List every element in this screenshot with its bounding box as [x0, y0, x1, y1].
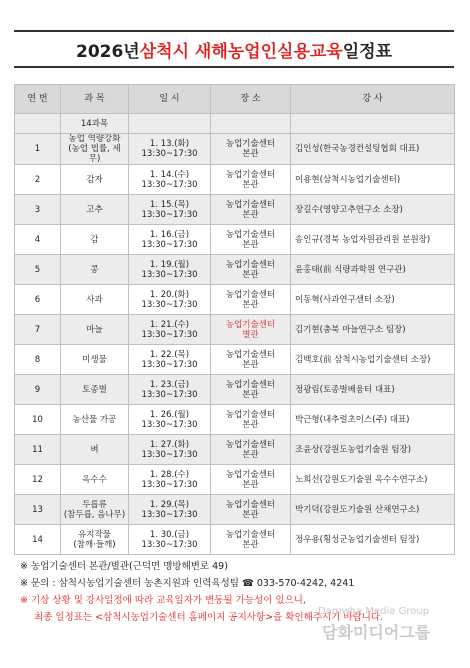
- row-lecturer: 장길수(영양고추연구소 소장): [291, 195, 455, 225]
- row-place-line: 농업기술센터: [225, 169, 276, 180]
- table-row: [15, 495, 455, 525]
- row-subject: [61, 405, 129, 435]
- row-no: 14: [15, 525, 61, 555]
- row-place-line: 본관: [242, 179, 259, 190]
- row-subject: [61, 255, 129, 285]
- row-subject: [61, 495, 129, 525]
- row-lecturer: 송인규(경북 농업자원관리원 분원장): [291, 225, 455, 255]
- row-place-line: 농업기술센터: [225, 229, 276, 240]
- row-date-line: 1. 21.(수): [149, 319, 190, 330]
- row-no: 2: [15, 165, 61, 195]
- row-place-line: 본관: [242, 449, 259, 460]
- row-subject: [61, 134, 129, 165]
- row-subject-line: (농업 법률, 세무): [68, 144, 121, 164]
- row-date-line: 1. 29.(목): [149, 499, 190, 510]
- subject-count: 14과목: [61, 114, 129, 134]
- row-date-line: 13:30~17:30: [141, 179, 198, 190]
- row-lecturer: 박기덕(강원도기술원 산채연구소): [291, 495, 455, 525]
- row-date: [129, 435, 211, 465]
- row-subject: [61, 465, 129, 495]
- row-date-line: 13:30~17:30: [141, 329, 198, 340]
- row-no: 7: [15, 315, 61, 345]
- row-date-line: 13:30~17:30: [141, 389, 198, 400]
- row-no: 5: [15, 255, 61, 285]
- row-date-line: 13:30~17:30: [141, 299, 198, 310]
- row-subject-line: 두릅류: [82, 499, 107, 510]
- row-lecturer: 김기현(충북 마늘연구소 팀장): [291, 315, 455, 345]
- row-date-line: 1. 23.(금): [149, 379, 190, 390]
- row-lecturer: 정우용(횡성군농업기술센터 팀장): [291, 525, 455, 555]
- row-lecturer: 이용현(삼척시농업기술센터): [291, 165, 455, 195]
- row-date: [129, 134, 211, 165]
- row-place: [211, 225, 291, 255]
- row-place-line: 농업기술센터: [225, 469, 276, 480]
- row-place-line: 본관: [242, 419, 259, 430]
- row-date: [129, 405, 211, 435]
- row-lecturer: 김인성(한국농경컨설팅협회 대표): [291, 134, 455, 165]
- row-place: [211, 165, 291, 195]
- row-subject: [61, 435, 129, 465]
- row-subject: [61, 165, 129, 195]
- row-lecturer: 노희선(강원도기술원 옥수수연구소): [291, 465, 455, 495]
- row-place-line: 농업기술센터: [225, 499, 276, 510]
- row-date-line: 13:30~17:30: [141, 539, 198, 550]
- title-year: 2026년: [75, 41, 140, 62]
- table-row: [15, 165, 455, 195]
- row-subject-line: 마늘: [86, 324, 103, 335]
- row-place-line: 본관: [242, 269, 259, 280]
- row-subject-line: 감자: [86, 174, 103, 185]
- row-subject-line: 감: [90, 234, 99, 245]
- row-date: [129, 195, 211, 225]
- row-place-line: 본관: [242, 149, 259, 159]
- row-place-line: 농업기술센터: [225, 349, 276, 360]
- row-date: [129, 525, 211, 555]
- row-date-line: 13:30~17:30: [141, 479, 198, 490]
- note-contact: ※ 문의 : 삼척시농업기술센터 농촌지원과 인력육성팀 ☎ 033-570-4242, 4241: [20, 578, 355, 589]
- row-date-line: 13:30~17:30: [141, 209, 198, 220]
- row-date: [129, 465, 211, 495]
- row-date-line: 13:30~17:30: [141, 239, 198, 250]
- row-place-line: 농업기술센터: [225, 259, 276, 270]
- row-subject-line: (참깨·들깨): [73, 539, 116, 550]
- table-row: [15, 225, 455, 255]
- row-place-line: 농업기술센터: [225, 139, 276, 149]
- watermark-ko: 담화미디어그룹: [322, 623, 431, 642]
- row-no: 8: [15, 345, 61, 375]
- row-subject-line: 콩: [90, 264, 99, 275]
- table-row: [15, 405, 455, 435]
- table-row: [15, 315, 455, 345]
- row-place-line: 농업기술센터: [225, 529, 276, 540]
- table-header-row: [15, 85, 455, 114]
- row-place-line: 본관: [242, 539, 259, 550]
- row-date-line: 1. 20.(화): [149, 289, 190, 300]
- row-place-line: 농업기술센터: [225, 379, 276, 390]
- title-main: 삼척시 새해농업인실용교육: [139, 41, 343, 62]
- row-subject-line: 사과: [86, 294, 103, 305]
- row-place-line: 본관: [242, 479, 259, 490]
- row-subject: [61, 375, 129, 405]
- row-subject: [61, 525, 129, 555]
- row-date: [129, 285, 211, 315]
- row-subject-line: 고추: [86, 204, 103, 215]
- row-subject-line: 옥수수: [82, 474, 107, 485]
- row-no: 4: [15, 225, 61, 255]
- table-row: [15, 285, 455, 315]
- row-date-line: 1. 19.(월): [149, 259, 190, 270]
- row-date-line: 1. 15.(목): [149, 199, 190, 210]
- header-subject: 과 목: [61, 85, 129, 114]
- row-date-line: 13:30~17:30: [141, 149, 198, 159]
- row-lecturer: 정광림(토종벌베움터 대표): [291, 375, 455, 405]
- watermark-en: Damwha Media Group: [318, 606, 430, 617]
- header-date: 일 시: [129, 85, 211, 114]
- row-no: 12: [15, 465, 61, 495]
- row-lecturer: 이동혁(사과연구센터 소장): [291, 285, 455, 315]
- row-place-line: 본관: [242, 209, 259, 220]
- table-row: [15, 345, 455, 375]
- row-place-line: 별관: [242, 329, 259, 340]
- row-date-line: 1. 14.(수): [149, 169, 190, 180]
- row-subject-line: 유지작물: [78, 529, 111, 540]
- row-date-line: 1. 26.(월): [149, 409, 190, 420]
- row-subject-line: (참두릅, 음나무): [63, 509, 126, 520]
- row-no: 6: [15, 285, 61, 315]
- row-subject: [61, 195, 129, 225]
- row-lecturer: 윤홍태(前 식량과학원 연구관): [291, 255, 455, 285]
- row-date: [129, 315, 211, 345]
- row-place: [211, 435, 291, 465]
- row-date-line: 1. 30.(금): [149, 529, 190, 540]
- row-date-line: 1. 28.(수): [149, 469, 190, 480]
- row-subject: [61, 315, 129, 345]
- subheader-row: [15, 114, 455, 134]
- row-date: [129, 255, 211, 285]
- row-date-line: 13:30~17:30: [141, 509, 198, 520]
- row-subject: [61, 285, 129, 315]
- row-place-line: 본관: [242, 299, 259, 310]
- row-subject-line: 토종벌: [82, 384, 107, 395]
- row-date-line: 13:30~17:30: [141, 269, 198, 280]
- row-subject-line: 농산물 가공: [72, 414, 117, 425]
- row-place-line: 농업기술센터: [225, 409, 276, 420]
- table-row: [15, 255, 455, 285]
- row-lecturer: 조윤상(강원도농업기술원 팀장): [291, 435, 455, 465]
- table-row: [15, 465, 455, 495]
- row-date-line: 1. 22.(목): [149, 349, 190, 360]
- row-subject-line: 미생물: [82, 354, 107, 365]
- header-no: 연 번: [15, 85, 61, 114]
- row-date-line: 13:30~17:30: [141, 359, 198, 370]
- row-lecturer: 박근형(내추럴초이스(주) 대표): [291, 405, 455, 435]
- row-place: [211, 345, 291, 375]
- row-date: [129, 375, 211, 405]
- row-date-line: 1. 27.(화): [149, 439, 190, 450]
- row-date: [129, 345, 211, 375]
- note-warning: ※ 기상 상황 및 강사일정에 따라 교육일자가 변동될 가능성이 있으니,: [20, 595, 306, 606]
- row-date-line: 13:30~17:30: [141, 419, 198, 430]
- row-subject: [61, 345, 129, 375]
- row-place: [211, 375, 291, 405]
- row-place: [211, 315, 291, 345]
- row-no: 11: [15, 435, 61, 465]
- row-place: [211, 465, 291, 495]
- title-suffix: 일정표: [342, 41, 392, 62]
- schedule-table: [14, 84, 455, 555]
- row-place-line: 농업기술센터: [225, 319, 276, 330]
- row-date: [129, 495, 211, 525]
- row-no: 10: [15, 405, 61, 435]
- row-no: 13: [15, 495, 61, 525]
- row-date-line: 1. 13.(화): [149, 139, 190, 149]
- row-date-line: 13:30~17:30: [141, 449, 198, 460]
- row-no: 3: [15, 195, 61, 225]
- row-no: 9: [15, 375, 61, 405]
- row-place: [211, 195, 291, 225]
- table-row: [15, 375, 455, 405]
- note-location: ※ 농업기술센터 본관/별관(근덕면 맹방해변로 49): [20, 561, 228, 572]
- row-no: 1: [15, 134, 61, 165]
- row-place: [211, 134, 291, 165]
- row-place: [211, 525, 291, 555]
- page-title: [14, 30, 454, 68]
- row-place-line: 본관: [242, 239, 259, 250]
- table-row: [15, 435, 455, 465]
- row-subject-line: 농업 역량강화: [68, 134, 121, 144]
- row-place: [211, 495, 291, 525]
- row-subject-line: 벼: [90, 444, 99, 455]
- row-subject: [61, 225, 129, 255]
- row-place: [211, 405, 291, 435]
- header-lecturer: 강 사: [291, 85, 455, 114]
- row-date: [129, 225, 211, 255]
- row-place-line: 농업기술센터: [225, 289, 276, 300]
- header-place: 장 소: [211, 85, 291, 114]
- row-place-line: 본관: [242, 359, 259, 370]
- table-row: [15, 525, 455, 555]
- table-row: [15, 134, 455, 165]
- row-place: [211, 255, 291, 285]
- row-place-line: 본관: [242, 509, 259, 520]
- row-place-line: 본관: [242, 389, 259, 400]
- row-date: [129, 165, 211, 195]
- row-lecturer: 김백호(前 삼척시농업기술센터 소장): [291, 345, 455, 375]
- note-final: 최종 일정표는 <삼척시농업기술센터 홈페이지 공지사항>을 확인해주시기 바랍니다.: [34, 612, 384, 623]
- table-row: [15, 195, 455, 225]
- row-place: [211, 285, 291, 315]
- row-date-line: 1. 16.(금): [149, 229, 190, 240]
- row-place-line: 농업기술센터: [225, 439, 276, 450]
- row-place-line: 농업기술센터: [225, 199, 276, 210]
